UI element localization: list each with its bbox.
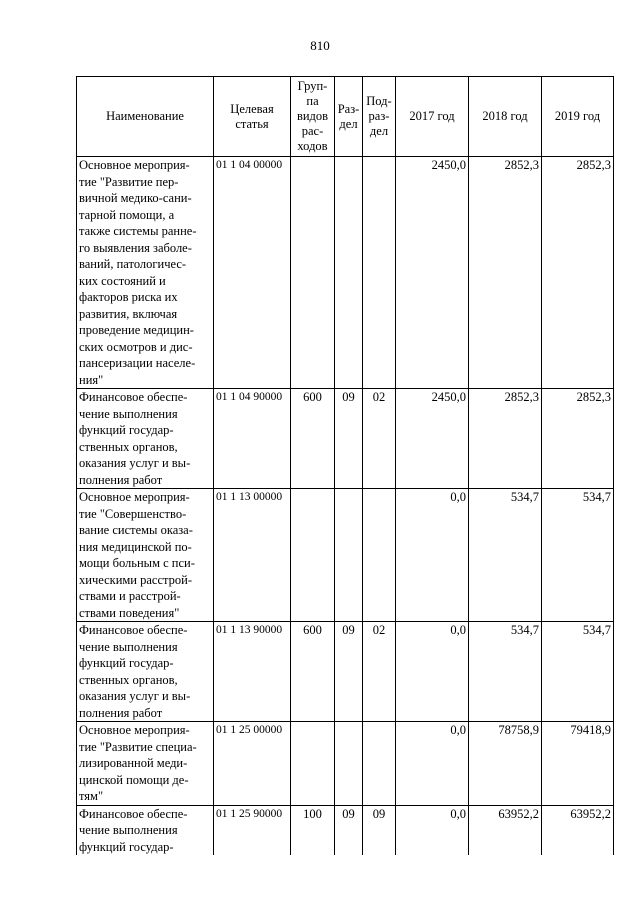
row-2017: 0,0	[396, 622, 469, 722]
row-2018: 534,7	[469, 622, 542, 722]
row-group: 600	[291, 622, 335, 722]
page-number: 810	[310, 38, 330, 53]
row-section	[335, 489, 363, 622]
row-section	[335, 157, 363, 389]
row-name: Финансовое обеспе- чение выполнения функций государ- ственных органов, оказания услуг и вы- полнения работ	[77, 389, 214, 489]
row-name: Финансовое обеспе- чение выполнения функций государ- ственных органов, оказания услуг и вы- полнения работ	[77, 622, 214, 722]
column-header-name: Наименование	[77, 77, 214, 157]
row-target: 01 1 25 00000	[214, 722, 291, 806]
row-2017: 0,0	[396, 489, 469, 622]
row-2019: 2852,3	[542, 157, 614, 389]
table-header-row	[77, 77, 614, 157]
row-2017: 0,0	[396, 805, 469, 855]
row-2017: 2450,0	[396, 389, 469, 489]
row-subsection	[363, 722, 396, 806]
row-subsection	[363, 157, 396, 389]
row-2018: 2852,3	[469, 389, 542, 489]
row-target: 01 1 04 90000	[214, 389, 291, 489]
row-2019: 63952,2	[542, 805, 614, 855]
row-section	[335, 722, 363, 806]
row-2018: 2852,3	[469, 157, 542, 389]
row-2019: 79418,9	[542, 722, 614, 806]
row-target: 01 1 13 90000	[214, 622, 291, 722]
row-name: Финансовое обеспе- чение выполнения функций государ-	[77, 805, 214, 855]
row-group	[291, 489, 335, 622]
table-row	[77, 157, 614, 389]
row-group	[291, 722, 335, 806]
row-2017: 2450,0	[396, 157, 469, 389]
column-header-2019: 2019 год	[542, 77, 614, 157]
table-row	[77, 805, 614, 855]
row-subsection: 09	[363, 805, 396, 855]
row-group	[291, 157, 335, 389]
column-header-group: Груп-па видов рас-ходов	[291, 77, 335, 157]
budget-table	[76, 76, 614, 855]
table-row	[77, 389, 614, 489]
row-subsection: 02	[363, 389, 396, 489]
row-target: 01 1 13 00000	[214, 489, 291, 622]
row-name: Основное мероприя- тие "Развитие специа- лизированной меди- цинской помощи де- тям"	[77, 722, 214, 806]
table-row	[77, 722, 614, 806]
row-2018: 63952,2	[469, 805, 542, 855]
row-2019: 534,7	[542, 489, 614, 622]
column-header-target: Целевая статья	[214, 77, 291, 157]
row-2018: 78758,9	[469, 722, 542, 806]
row-group: 600	[291, 389, 335, 489]
row-2019: 534,7	[542, 622, 614, 722]
table-row	[77, 622, 614, 722]
row-name: Основное мероприя- тие "Развитие пер- вичной медико-сани- тарной помощи, а также системы ранне- го выявления заболе- ваний, патологичес- ких состояний и факторов риска их развития, включая проведение медицин- ских осмотров и дис- пансеризации населе- ния"	[77, 157, 214, 389]
row-section: 09	[335, 805, 363, 855]
row-2018: 534,7	[469, 489, 542, 622]
column-header-2018: 2018 год	[469, 77, 542, 157]
row-target: 01 1 04 00000	[214, 157, 291, 389]
column-header-section: Раз-дел	[335, 77, 363, 157]
column-header-2017: 2017 год	[396, 77, 469, 157]
row-group: 100	[291, 805, 335, 855]
table-row	[77, 489, 614, 622]
row-subsection	[363, 489, 396, 622]
row-target: 01 1 25 90000	[214, 805, 291, 855]
row-section: 09	[335, 622, 363, 722]
row-2017: 0,0	[396, 722, 469, 806]
row-subsection: 02	[363, 622, 396, 722]
row-name: Основное мероприя- тие "Совершенство- вание системы оказа- ния медицинской по- мощи больным с пси- хическими расстрой- ствами и расстрой- ствами поведения"	[77, 489, 214, 622]
column-header-subsection: Под-раз-дел	[363, 77, 396, 157]
row-section: 09	[335, 389, 363, 489]
row-2019: 2852,3	[542, 389, 614, 489]
